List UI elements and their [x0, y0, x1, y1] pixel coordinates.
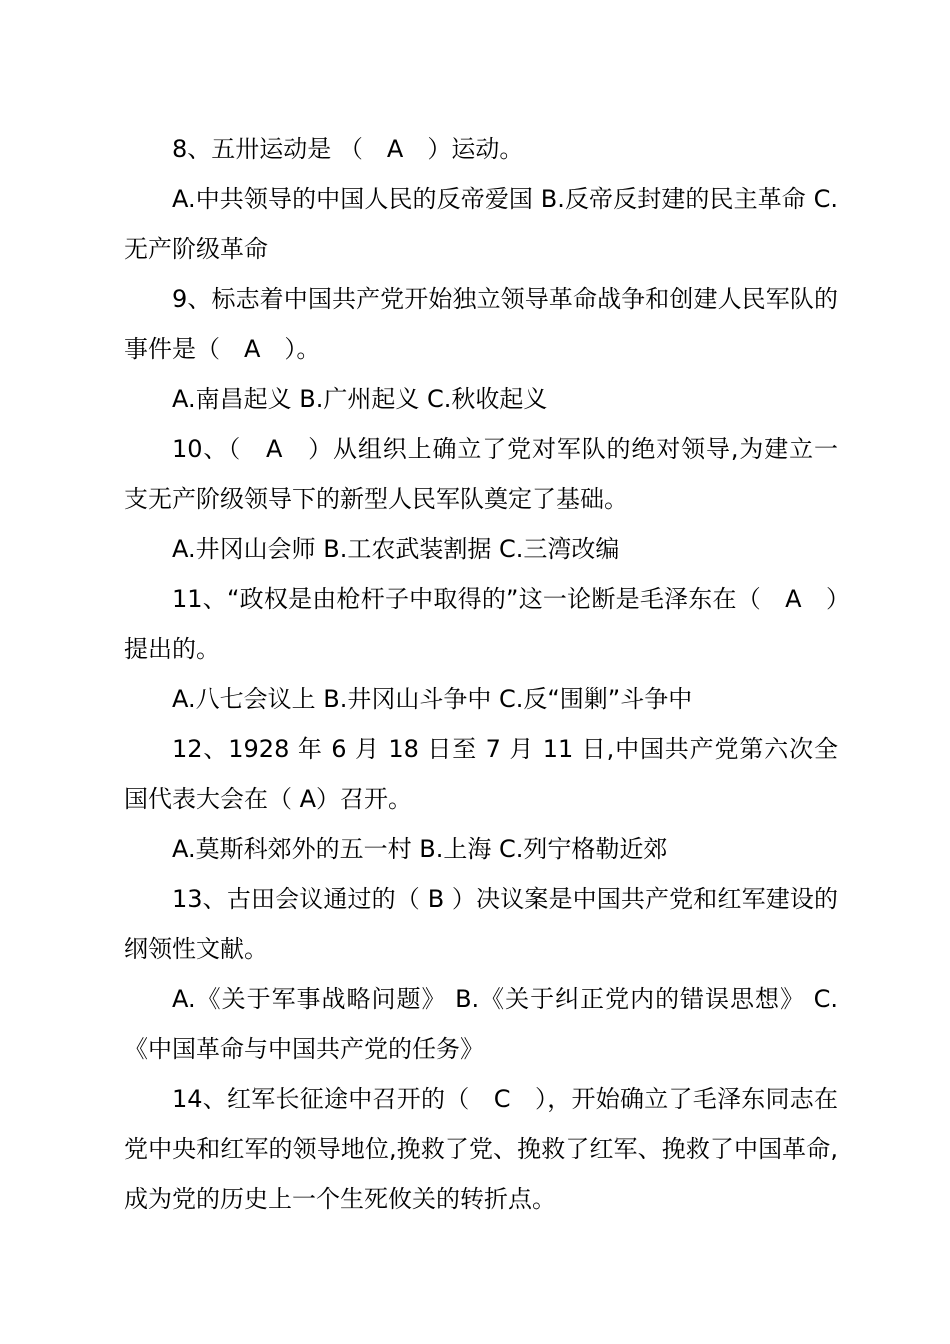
question-13: 13、古田会议通过的（ B ）决议案是中国共产党和红军建设的纲领性文献。: [124, 885, 838, 963]
question-12-options: A.莫斯科郊外的五一村 B.上海 C.列宁格勒近郊: [172, 835, 668, 863]
question-10: 10、（ A ）从组织上确立了党对军队的绝对领导,为建立一支无产阶级领导下的新型人民军队奠定了基础。: [124, 435, 838, 513]
question-13-options: A.《关于军事战略问题》 B.《关于纠正党内的错误思想》 C.《中国革命与中国共产党的任务》: [124, 985, 838, 1063]
question-8-options: A.中共领导的中国人民的反帝爱国 B.反帝反封建的民主革命 C.无产阶级革命: [124, 185, 838, 263]
question-14: 14、红军长征途中召开的（ C ），开始确立了毛泽东同志在党中央和红军的领导地位,挽救了党、挽救了红军、挽救了中国革命,成为党的历史上一个生死攸关的转折点。: [124, 1085, 838, 1213]
question-9: 9、标志着中国共产党开始独立领导革命战争和创建人民军队的事件是（ A ）。: [124, 285, 838, 363]
question-9-options: A.南昌起义 B.广州起义 C.秋收起义: [172, 385, 548, 413]
question-10-options: A.井冈山会师 B.工农武装割据 C.三湾改编: [172, 535, 620, 563]
question-11-options: A.八七会议上 B.井冈山斗争中 C.反“围剿”斗争中: [172, 685, 693, 713]
document-body: [124, 124, 838, 1224]
question-12: 12、1928 年 6 月 18 日至 7 月 11 日,中国共产党第六次全国代表大会在（ A）召开。: [124, 735, 838, 813]
question-11: 11、“政权是由枪杆子中取得的”这一论断是毛泽东在（ A ）提出的。: [124, 585, 838, 663]
question-8: 8、五卅运动是 （ A ）运动。: [172, 135, 524, 163]
